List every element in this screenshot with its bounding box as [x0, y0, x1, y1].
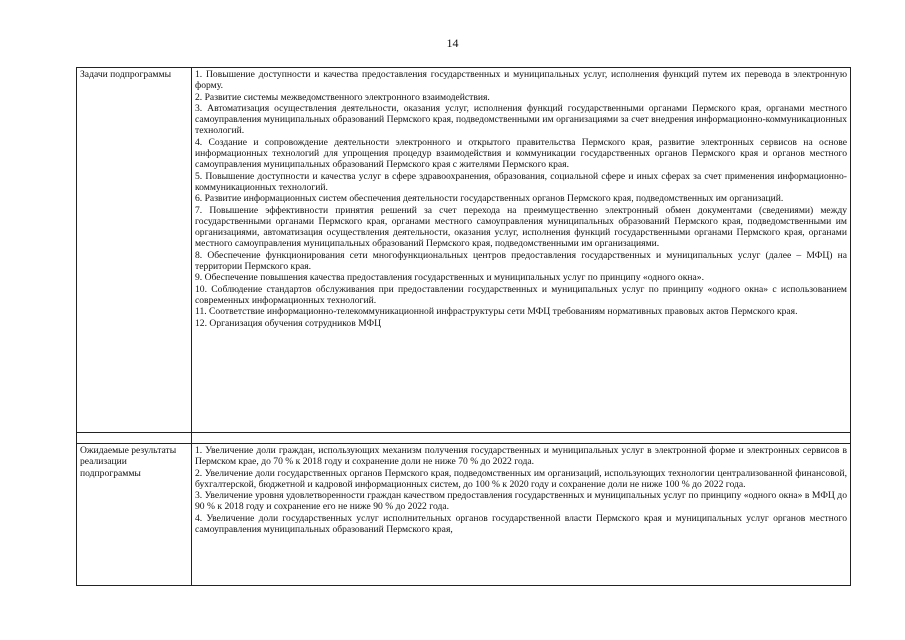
list-item: 8. Обеспечение функционирования сети многофункциональных центров предоставления государственных и муниципальных услуг (далее – МФЦ) на территории Пермского края.	[195, 249, 847, 273]
list-item: 2. Увеличение доли государственных органов Пермского края, подведомственных им организаций, использующих технологии централизованной финансовой, бухгалтерской, бюджетной и кадровой информационных систем, до 100 % к 2020 году и сохранение доли не ниже 100 % до 2022 года.	[195, 467, 847, 490]
list-item: 3. Увеличение уровня удовлетворенности граждан качеством предоставления государственных и муниципальных услуг по принципу «одного окна» в МФЦ до 90 % к 2018 году и сохранение его не ниже 90 % до 2022 года.	[195, 490, 847, 513]
row-content	[192, 68, 851, 433]
row-content	[192, 444, 851, 586]
list-item: 12. Организация обучения сотрудников МФЦ	[195, 317, 382, 329]
list-item: 9. Обеспечение повышения качества предоставления государственных и муниципальных услуг по принципу «одного окна».	[195, 272, 704, 284]
list-item: 5. Повышение доступности и качества услуг в сфере здравоохранения, образования, социальной сфере и иных сферах за счет применения информационно-коммуникационных технологий.	[195, 170, 847, 193]
row-label: Ожидаемые результаты реализации подпрограммы	[77, 444, 192, 586]
list-item: 2. Развитие системы межведомственного электронного взаимодействия.	[195, 91, 490, 103]
spacer-cell	[192, 433, 851, 444]
list-item: 1. Увеличение доли граждан, использующих механизм получения государственных и муниципальных услуг в электронной форме и электронных сервисов в Пермском крае, до 70 % к 2018 году и сохранение доли не ниже 70 % до 2022 года.	[195, 445, 847, 468]
page-number: 14	[446, 36, 459, 50]
program-table	[76, 67, 851, 586]
list-item: 4. Создание и сопровождение деятельности электронного и открытого правительства Пермского края, развитие электронных сервисов на основе информационных технологий для упрощения процедур взаимодействия и коммуникации государственных органов Пермского края и органов местного самоуправления муниципальных образований Пермского края с жителями Пермского края.	[195, 136, 847, 171]
list-item: 11. Соответствие информационно-телекоммуникационной инфраструктуры сети МФЦ требованиям нормативных правовых актов Пермского края.	[195, 306, 798, 318]
list-item: 10. Соблюдение стандартов обслуживания при предоставлении государственных и муниципальных услуг по принципу «одного окна» с использованием современных информационных технологий.	[195, 283, 847, 306]
table-row-results	[77, 444, 851, 586]
list-item: 4. Увеличение доли государственных услуг исполнительных органов государственной власти Пермского края и муниципальных услуг органов местного самоуправления муниципальных образований Пермского края,	[195, 512, 847, 536]
table-row-tasks	[77, 68, 851, 433]
list-item: 1. Повышение доступности и качества предоставления государственных и муниципальных услуг, исполнения функций путем их перевода в электронную форму.	[195, 69, 847, 92]
row-label: Задачи подпрограммы	[77, 68, 192, 433]
spacer-cell	[77, 433, 192, 444]
list-item: 7. Повышение эффективности принятия решений за счет перехода на преимущественно электронный обмен документами (сведениями) между государственными органами Пермского края, органами местного самоуправления муниципальных образований Пермского края, подведомственными им организациями, автоматизация осуществления деятельности, оказания услуг, исполнения функций государственными органами Пермского края, органами местного самоуправления муниципальных образований Пермского края, подведомственными им организациями.	[195, 204, 847, 250]
list-item: 6. Развитие информационных систем обеспечения деятельности государственных органов Пермского края, подведомственных им организаций.	[195, 193, 784, 205]
table-row-spacer	[77, 433, 851, 444]
list-item: 3. Автоматизация осуществления деятельности, оказания услуг, исполнения функций государственными органами Пермского края, органами местного самоуправления муниципальных образований Пермского края, подведомственными им организациями за счет внедрения информационно-коммуникационных технологий.	[195, 102, 847, 137]
